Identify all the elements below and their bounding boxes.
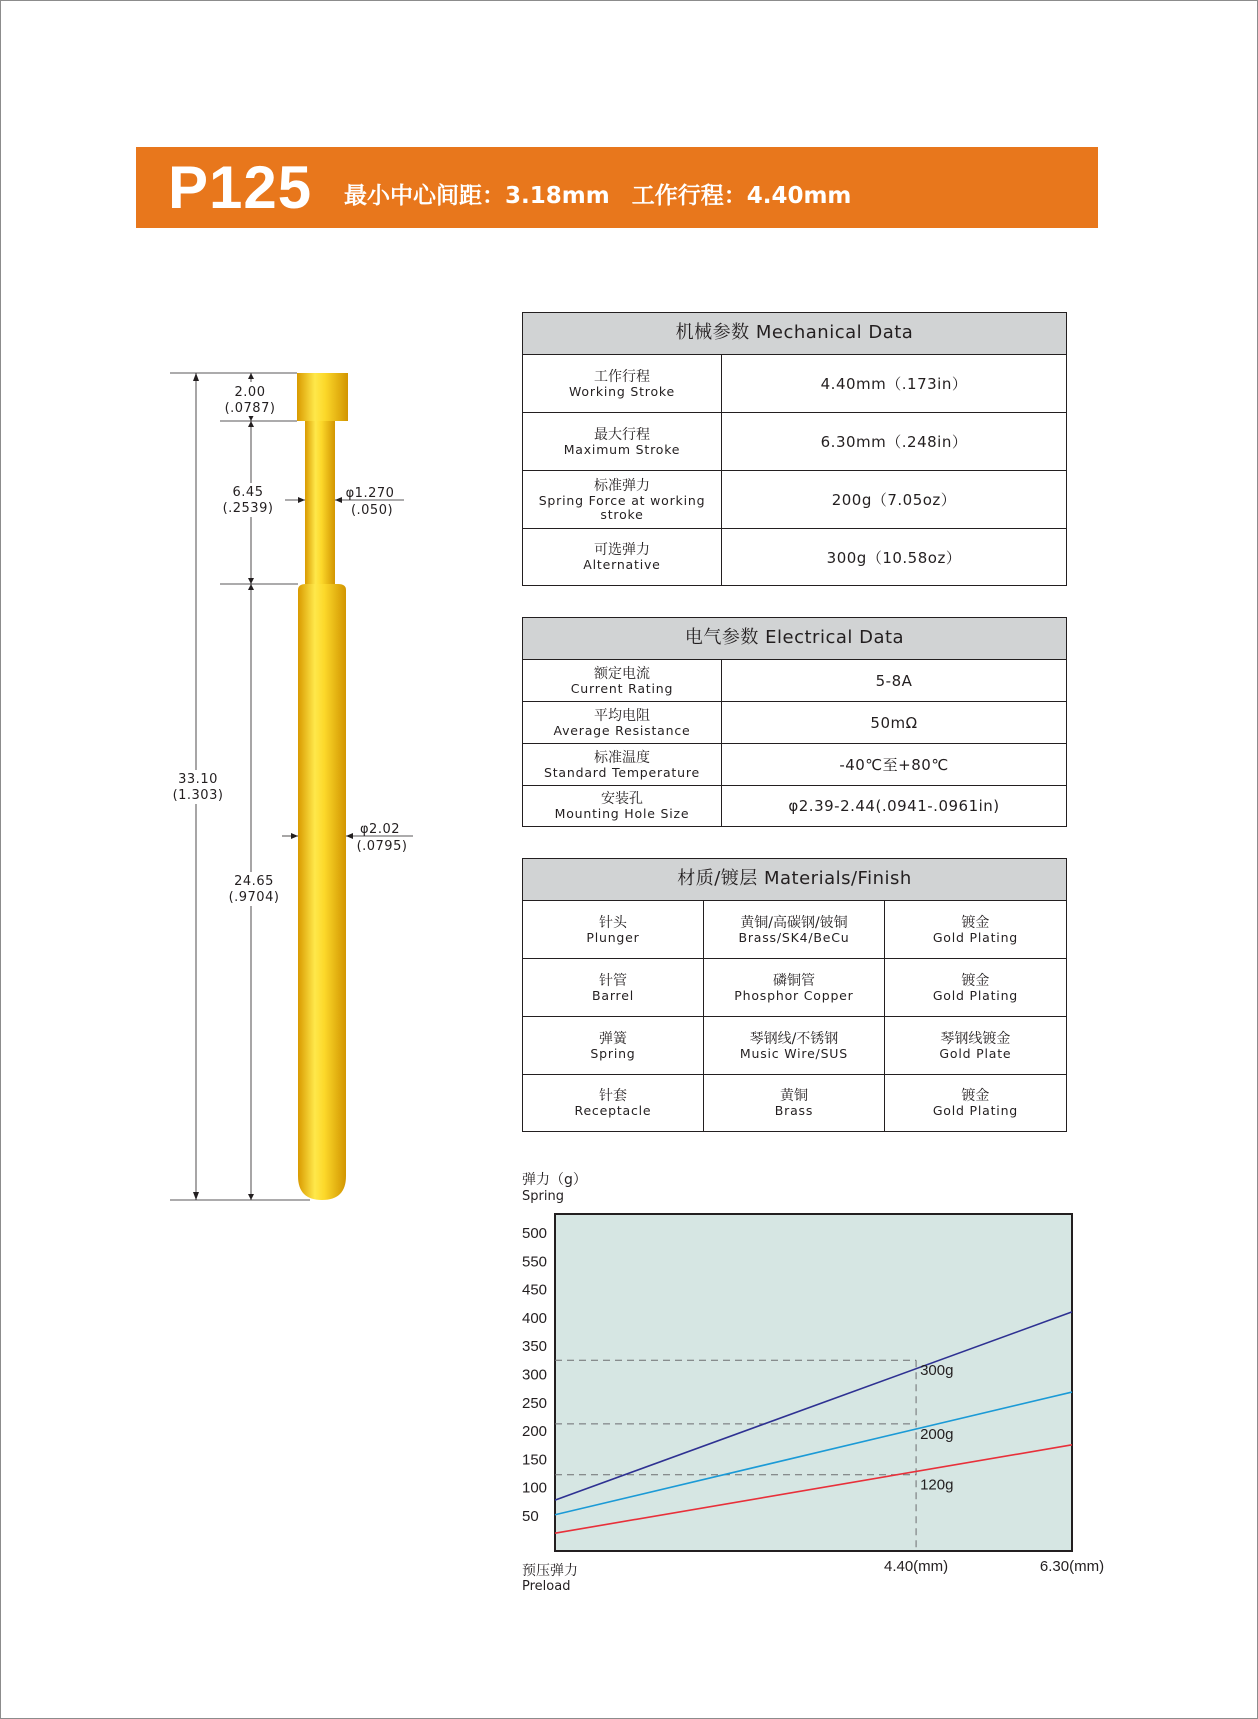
table-row xyxy=(523,529,1066,585)
row-value: 4.40mm（.173in） xyxy=(820,375,968,393)
y-axis-label-zh: 弹力（g） xyxy=(522,1172,587,1188)
label-en-line2: stroke xyxy=(600,506,644,522)
y-axis-label-en: Spring xyxy=(522,1189,564,1204)
barrel-length-in-label: (.9704) xyxy=(228,890,280,905)
table-row xyxy=(523,413,1066,471)
label-en: Current Rating xyxy=(570,680,674,696)
plot-area xyxy=(555,1214,1072,1551)
row-value: φ2.39-2.44(.0941-.0961in) xyxy=(788,797,1000,815)
label-en: Standard Temperature xyxy=(543,764,701,780)
y-tick-label: 250 xyxy=(522,1394,548,1412)
probe-pin-drawing xyxy=(150,360,450,1210)
barrel-dia-in-label: (.0795) xyxy=(356,839,408,854)
table-row xyxy=(523,786,1066,826)
label-zh: 额定电流 xyxy=(594,665,650,682)
x-axis-label-zh: 预压弹力 xyxy=(522,1563,578,1579)
table-row xyxy=(523,471,1066,529)
row-value: 5-8A xyxy=(875,671,913,690)
barrel-length-label: 24.65 xyxy=(234,874,274,889)
materials-table xyxy=(522,858,1067,1132)
label-en: Average Resistance xyxy=(553,722,691,738)
row-value: 300g（10.58oz） xyxy=(826,548,962,567)
electrical-data-table xyxy=(522,617,1067,827)
row-label xyxy=(523,786,722,826)
total-length-in-label: (1.303) xyxy=(172,788,224,803)
material-finish: 镀金 Gold Plating xyxy=(932,914,1019,945)
electrical-data-title: 电气参数 Electrical Data xyxy=(523,618,1066,660)
row-label xyxy=(523,660,722,701)
barrel-dia-label: φ2.02 xyxy=(359,822,401,837)
table-row xyxy=(523,959,1066,1017)
table-row xyxy=(523,355,1066,413)
row-value: 200g（7.05oz） xyxy=(831,491,957,509)
row-value: 6.30mm（.248in） xyxy=(820,433,968,451)
label-zh: 标准弹力 xyxy=(594,477,650,494)
total-length-label: 33.10 xyxy=(178,772,218,787)
x-tick-label: 6.30(mm) xyxy=(1039,1558,1105,1575)
stroke-text: 工作行程：4.40mm xyxy=(631,183,852,209)
model-title: P125 xyxy=(168,154,313,221)
row-label xyxy=(523,744,722,785)
y-tick-label: 150 xyxy=(522,1451,548,1469)
material-name: 黄铜 Brass xyxy=(704,1075,885,1131)
row-label xyxy=(523,471,722,528)
row-label xyxy=(523,413,722,470)
plunger-length-in-label: (.2539) xyxy=(222,501,274,516)
row-value: -40℃至+80℃ xyxy=(839,756,949,774)
table-row xyxy=(523,744,1066,786)
row-label xyxy=(523,529,722,585)
label-en: Working Stroke xyxy=(569,383,675,399)
y-tick-label: 100 xyxy=(522,1479,548,1497)
min-pitch-text: 最小中心间距：3.18mm xyxy=(344,183,610,209)
label-zh: 最大行程 xyxy=(594,426,650,443)
materials-title: 材质/镀层 Materials/Finish xyxy=(523,859,1066,901)
material-part: 弹簧 Spring xyxy=(523,1017,704,1074)
table-row xyxy=(523,1075,1066,1131)
y-tick-label: 550 xyxy=(522,1253,548,1271)
y-tick-label: 500 xyxy=(522,1225,548,1242)
mechanical-data-table xyxy=(522,312,1067,586)
label-zh: 安装孔 xyxy=(601,791,643,807)
header-banner xyxy=(136,147,1098,228)
label-zh: 平均电阻 xyxy=(594,707,650,724)
table-row xyxy=(523,702,1066,744)
plunger-length-label: 6.45 xyxy=(232,485,264,500)
y-tick-label: 50 xyxy=(522,1508,539,1525)
material-finish: 镀金 Gold Plating xyxy=(932,972,1019,1003)
label-en: Mounting Hole Size xyxy=(554,806,690,821)
label-en: Alternative xyxy=(583,557,661,572)
x-axis-label-en: Preload xyxy=(522,1579,571,1594)
header-specs xyxy=(344,181,865,211)
y-tick-label: 300 xyxy=(522,1366,548,1384)
material-name: 磷铜管 Phosphor Copper xyxy=(704,959,885,1016)
row-value: 50mΩ xyxy=(870,713,918,732)
mechanical-data-title: 机械参数 Mechanical Data xyxy=(523,313,1066,355)
label-zh: 标准温度 xyxy=(594,749,650,766)
x-tick-label: 4.40(mm) xyxy=(883,1558,949,1575)
material-part: 针头 Plunger xyxy=(523,901,704,958)
pin-barrel xyxy=(298,584,346,1200)
plunger-dia-label: φ1.270 xyxy=(345,486,395,501)
material-name: 黄铜/高碳钢/铍铜 Brass/SK4/BeCu xyxy=(704,901,885,958)
material-finish: 镀金 Gold Plating xyxy=(932,1088,1019,1118)
table-row xyxy=(523,901,1066,959)
row-label xyxy=(523,355,722,412)
label-zh: 可选弹力 xyxy=(594,542,650,558)
label-zh: 工作行程 xyxy=(594,368,650,385)
y-tick-label: 450 xyxy=(522,1281,548,1299)
table-row xyxy=(523,660,1066,702)
series-label-300g: 300g xyxy=(920,1362,954,1380)
spring-force-chart xyxy=(520,1165,1120,1595)
head-length-label: 2.00 xyxy=(234,385,266,400)
plunger-dia-in-label: (.050) xyxy=(350,503,394,518)
pin-plunger xyxy=(305,421,335,584)
y-tick-label: 400 xyxy=(522,1309,548,1327)
head-length-in-label: (.0787) xyxy=(224,401,276,416)
series-label-120g: 120g xyxy=(920,1476,954,1494)
material-part: 针套 Receptacle xyxy=(523,1075,704,1131)
material-name: 琴钢线/不锈钢 Music Wire/SUS xyxy=(704,1017,885,1074)
material-part: 针管 Barrel xyxy=(523,959,704,1016)
label-en: Spring Force at working xyxy=(538,492,706,508)
y-tick-label: 200 xyxy=(522,1423,548,1441)
material-finish: 琴钢线镀金 Gold Plate xyxy=(939,1030,1012,1061)
table-row xyxy=(523,1017,1066,1075)
row-label xyxy=(523,702,722,743)
pin-head xyxy=(297,373,348,421)
series-label-200g: 200g xyxy=(920,1425,954,1443)
label-en: Maximum Stroke xyxy=(563,441,681,457)
y-tick-label: 350 xyxy=(522,1338,548,1356)
